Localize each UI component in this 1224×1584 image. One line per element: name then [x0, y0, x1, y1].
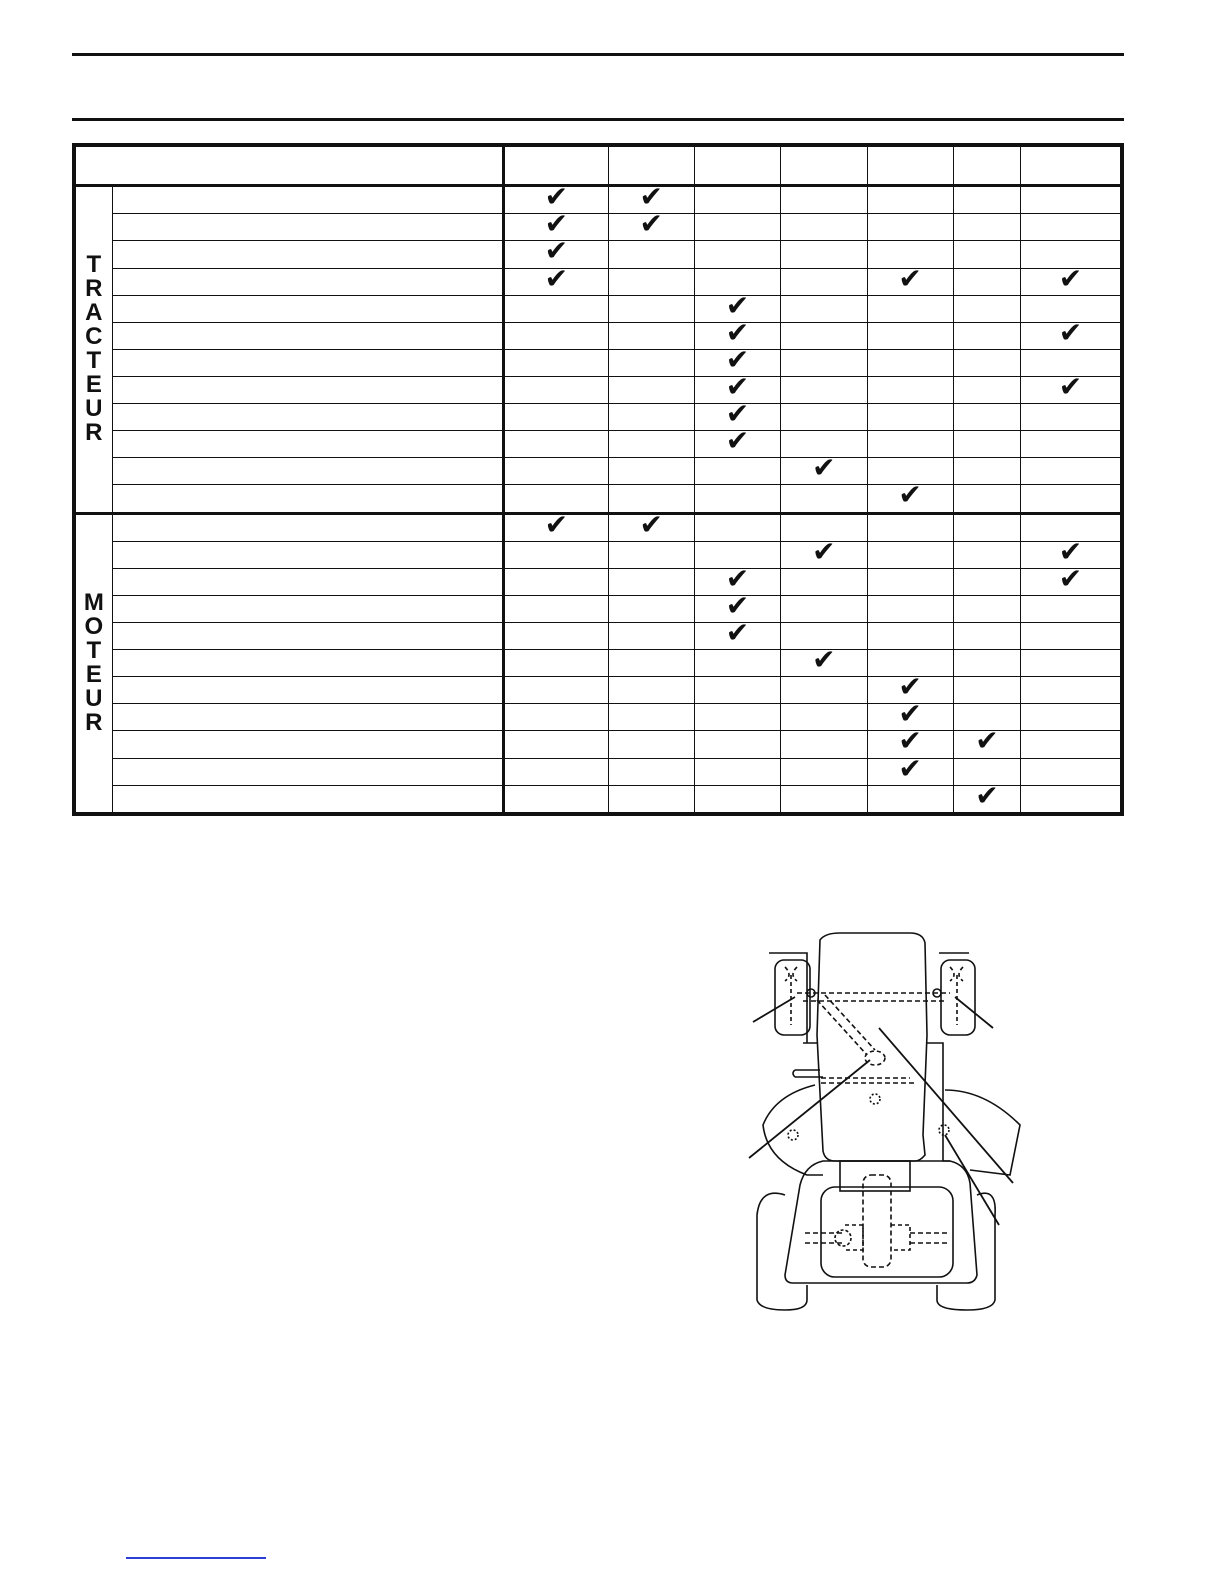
footer-link-underline[interactable]	[126, 1557, 266, 1559]
task-cell	[112, 431, 503, 458]
interval-cell	[953, 241, 1020, 268]
interval-cell	[1021, 214, 1122, 241]
interval-cell	[504, 322, 608, 349]
interval-cell	[781, 758, 867, 785]
table-row	[74, 431, 1122, 458]
task-cell	[112, 485, 503, 513]
task-cell	[112, 186, 503, 214]
interval-cell	[953, 778, 1020, 814]
interval-cell	[953, 404, 1020, 431]
interval-cell	[867, 431, 953, 458]
interval-cell	[867, 568, 953, 595]
interval-cell	[608, 404, 694, 431]
interval-cell	[781, 677, 867, 704]
interval-cell	[1021, 561, 1122, 595]
interval-cell	[694, 424, 780, 458]
interval-cell	[1021, 622, 1122, 649]
interval-cell	[953, 650, 1020, 677]
check-mark-icon: ✔	[725, 288, 750, 322]
leader-line-4	[749, 1060, 870, 1158]
interval-cell	[953, 568, 1020, 595]
interval-cell	[1021, 261, 1122, 295]
interval-cell	[953, 595, 1020, 622]
check-mark-icon: ✔	[1058, 534, 1083, 568]
interval-cell	[694, 731, 780, 758]
rear-right-tire	[937, 1193, 995, 1310]
check-mark-icon: ✔	[544, 234, 569, 268]
interval-cell	[694, 186, 780, 214]
interval-cell	[694, 785, 780, 814]
interval-cell	[953, 214, 1020, 241]
interval-cell	[867, 214, 953, 241]
table-row	[74, 295, 1122, 322]
check-mark-icon: ✔	[725, 561, 750, 595]
task-cell	[112, 704, 503, 731]
group-letter: T	[86, 637, 102, 665]
task-cell	[112, 404, 503, 431]
interval-cell	[781, 186, 867, 214]
table-row	[74, 677, 1122, 704]
interval-cell	[781, 534, 867, 568]
check-mark-icon: ✔	[544, 507, 569, 541]
interval-cell	[867, 186, 953, 214]
interval-cell	[781, 485, 867, 513]
header-interval-cell-5	[953, 145, 1020, 186]
interval-cell	[504, 758, 608, 785]
interval-cell	[781, 404, 867, 431]
interval-cell	[781, 451, 867, 485]
task-cell	[112, 622, 503, 649]
table-row	[74, 595, 1122, 622]
table-row	[74, 349, 1122, 376]
interval-cell	[1021, 785, 1122, 814]
group-letter: O	[84, 613, 104, 641]
interval-cell	[867, 376, 953, 403]
interval-cell	[608, 295, 694, 322]
leader-line-2	[955, 997, 993, 1028]
task-cell	[112, 268, 503, 295]
check-mark-icon: ✔	[725, 342, 750, 376]
task-cell	[112, 322, 503, 349]
table-row	[74, 458, 1122, 485]
check-mark-icon: ✔	[898, 724, 922, 758]
interval-cell	[504, 650, 608, 677]
interval-cell	[504, 404, 608, 431]
interval-cell	[1021, 431, 1122, 458]
interval-cell	[608, 650, 694, 677]
interval-cell	[867, 404, 953, 431]
check-mark-icon: ✔	[544, 261, 569, 295]
rear-left-tire	[757, 1193, 807, 1310]
task-cell	[112, 568, 503, 595]
interval-cell	[608, 595, 694, 622]
interval-cell	[608, 268, 694, 295]
task-cell	[112, 458, 503, 485]
interval-cell	[608, 541, 694, 568]
task-cell	[112, 731, 503, 758]
interval-cell	[1021, 731, 1122, 758]
interval-cell	[781, 568, 867, 595]
interval-cell	[867, 785, 953, 814]
task-cell	[112, 758, 503, 785]
check-mark-icon: ✔	[898, 670, 922, 704]
interval-cell	[608, 731, 694, 758]
group-letter: U	[85, 685, 103, 713]
interval-cell	[504, 431, 608, 458]
check-mark-icon: ✔	[975, 724, 999, 758]
interval-cell	[867, 622, 953, 649]
interval-cell	[953, 541, 1020, 568]
task-cell	[112, 295, 503, 322]
table-row	[74, 513, 1122, 541]
table-row	[74, 731, 1122, 758]
interval-cell	[694, 458, 780, 485]
interval-cell	[953, 458, 1020, 485]
group-letter: C	[85, 323, 103, 351]
table-row	[74, 241, 1122, 268]
interval-cell	[953, 322, 1020, 349]
interval-cell	[953, 431, 1020, 458]
task-cell	[112, 349, 503, 376]
check-mark-icon: ✔	[812, 534, 836, 568]
check-mark-icon: ✔	[544, 207, 569, 241]
group-label-0	[74, 186, 112, 513]
interval-cell	[953, 513, 1020, 541]
interval-cell	[694, 513, 780, 541]
interval-cell	[504, 785, 608, 814]
table-row	[74, 758, 1122, 785]
interval-cell	[781, 295, 867, 322]
discharge-chute	[945, 1090, 1020, 1175]
side-panels	[803, 1043, 950, 1161]
table-row	[74, 785, 1122, 814]
group-letter: T	[86, 251, 102, 279]
interval-cell	[781, 241, 867, 268]
task-cell	[112, 376, 503, 403]
group-letter: E	[85, 661, 102, 689]
rear-fender	[785, 1161, 977, 1283]
check-mark-icon: ✔	[544, 180, 569, 214]
interval-cell	[1021, 677, 1122, 704]
check-mark-icon: ✔	[725, 397, 750, 431]
check-mark-icon: ✔	[725, 616, 750, 650]
group-letter: U	[85, 395, 103, 423]
interval-cell	[781, 731, 867, 758]
group-letter: A	[85, 299, 103, 327]
interval-cell	[781, 322, 867, 349]
check-mark-icon: ✔	[1058, 315, 1083, 349]
check-mark-icon: ✔	[725, 424, 750, 458]
interval-cell	[867, 751, 953, 785]
header-interval-cell-2	[694, 145, 780, 186]
interval-cell	[953, 376, 1020, 403]
interval-cell	[781, 704, 867, 731]
task-cell	[112, 785, 503, 814]
table-row	[74, 568, 1122, 595]
interval-cell	[694, 704, 780, 731]
interval-cell	[504, 507, 608, 541]
check-mark-icon: ✔	[812, 643, 836, 677]
interval-cell	[608, 207, 694, 241]
group-letter: T	[86, 347, 102, 375]
interval-cell	[1021, 704, 1122, 731]
interval-cell	[694, 616, 780, 650]
interval-cell	[867, 595, 953, 622]
check-mark-icon: ✔	[1058, 370, 1083, 403]
table-row	[74, 622, 1122, 649]
check-mark-icon: ✔	[812, 451, 836, 485]
front-right-tire	[941, 960, 975, 1035]
interval-cell	[504, 261, 608, 295]
interval-cell	[504, 376, 608, 403]
interval-cell	[781, 268, 867, 295]
interval-cell	[504, 349, 608, 376]
check-mark-icon: ✔	[898, 478, 922, 512]
hood	[817, 933, 927, 1161]
check-mark-icon: ✔	[725, 588, 750, 622]
group-letter: E	[85, 371, 102, 399]
interval-cell	[504, 568, 608, 595]
check-mark-icon: ✔	[639, 180, 663, 214]
interval-cell	[608, 622, 694, 649]
interval-cell	[953, 677, 1020, 704]
interval-cell	[504, 595, 608, 622]
leader-line-1	[753, 997, 795, 1022]
task-cell	[112, 677, 503, 704]
interval-cell	[781, 785, 867, 814]
check-mark-icon: ✔	[898, 261, 922, 295]
check-mark-icon: ✔	[639, 507, 663, 541]
interval-cell	[504, 295, 608, 322]
check-mark-icon: ✔	[1058, 561, 1083, 595]
interval-cell	[781, 595, 867, 622]
interval-cell	[953, 724, 1020, 758]
interval-cell	[504, 731, 608, 758]
interval-cell	[608, 704, 694, 731]
interval-cell	[1021, 650, 1122, 677]
interval-cell	[1021, 758, 1122, 785]
interval-cell	[867, 349, 953, 376]
leader-line-3	[879, 1028, 1013, 1183]
interval-cell	[608, 758, 694, 785]
interval-cell	[1021, 370, 1122, 403]
task-cell	[112, 595, 503, 622]
interval-cell	[504, 541, 608, 568]
interval-cell	[867, 322, 953, 349]
interval-cell	[608, 241, 694, 268]
interval-cell	[781, 349, 867, 376]
interval-cell	[781, 214, 867, 241]
check-mark-icon: ✔	[639, 207, 663, 241]
interval-cell	[953, 295, 1020, 322]
table-row	[74, 186, 1122, 214]
header-interval-cell-3	[781, 145, 867, 186]
interval-cell	[504, 677, 608, 704]
seat-area	[821, 1187, 953, 1277]
table-row	[74, 214, 1122, 241]
section-rule	[72, 118, 1124, 121]
interval-cell	[1021, 186, 1122, 214]
table-row	[74, 268, 1122, 295]
group-letter: R	[85, 275, 103, 303]
interval-cell	[608, 349, 694, 376]
task-cell	[112, 541, 503, 568]
group-label-1	[74, 513, 112, 814]
interval-cell	[608, 785, 694, 814]
interval-cell	[608, 507, 694, 541]
interval-cell	[953, 186, 1020, 214]
interval-cell	[1021, 485, 1122, 513]
interval-cell	[953, 622, 1020, 649]
interval-cell	[867, 478, 953, 513]
header-task-cell	[74, 145, 504, 186]
check-mark-icon: ✔	[1058, 261, 1083, 295]
task-cell	[112, 650, 503, 677]
check-mark-icon: ✔	[725, 370, 750, 403]
header-interval-cell-4	[867, 145, 953, 186]
table-row	[74, 322, 1122, 349]
interval-cell	[1021, 595, 1122, 622]
table-row	[74, 404, 1122, 431]
table-row	[74, 704, 1122, 731]
interval-cell	[608, 322, 694, 349]
group-letter: R	[85, 709, 103, 737]
interval-cell	[608, 376, 694, 403]
task-cell	[112, 513, 503, 541]
interval-cell	[694, 650, 780, 677]
table-header-row	[74, 145, 1122, 186]
table-row	[74, 485, 1122, 513]
maintenance-schedule-table	[72, 143, 1124, 816]
interval-cell	[953, 485, 1020, 513]
group-letter: R	[85, 419, 103, 447]
group-letter: M	[83, 589, 104, 617]
interval-cell	[504, 704, 608, 731]
interval-cell	[608, 458, 694, 485]
interval-cell	[781, 376, 867, 403]
interval-cell	[608, 568, 694, 595]
interval-cell	[694, 241, 780, 268]
interval-cell	[1021, 315, 1122, 349]
interval-cell	[867, 261, 953, 295]
top-rule	[72, 53, 1124, 56]
interval-cell	[694, 677, 780, 704]
interval-cell	[608, 677, 694, 704]
task-cell	[112, 241, 503, 268]
table-row	[74, 541, 1122, 568]
interval-cell	[694, 214, 780, 241]
check-mark-icon: ✔	[725, 315, 750, 349]
interval-cell	[1021, 458, 1122, 485]
table-row	[74, 650, 1122, 677]
table-row	[74, 376, 1122, 403]
interval-cell	[694, 758, 780, 785]
interval-cell	[953, 268, 1020, 295]
mower-deck-left	[763, 1085, 823, 1175]
interval-cell	[781, 643, 867, 677]
task-cell	[112, 214, 503, 241]
interval-cell	[1021, 404, 1122, 431]
header-interval-cell-6	[1021, 145, 1122, 186]
interval-cell	[867, 513, 953, 541]
interval-cell	[867, 295, 953, 322]
check-mark-icon: ✔	[898, 697, 922, 731]
interval-cell	[608, 431, 694, 458]
interval-cell	[953, 349, 1020, 376]
interval-cell	[504, 622, 608, 649]
interval-cell	[694, 485, 780, 513]
check-mark-icon: ✔	[898, 751, 922, 785]
interval-cell	[867, 541, 953, 568]
interval-cell	[504, 458, 608, 485]
check-mark-icon: ✔	[975, 778, 999, 812]
tractor-lubrication-diagram	[745, 925, 1035, 1325]
